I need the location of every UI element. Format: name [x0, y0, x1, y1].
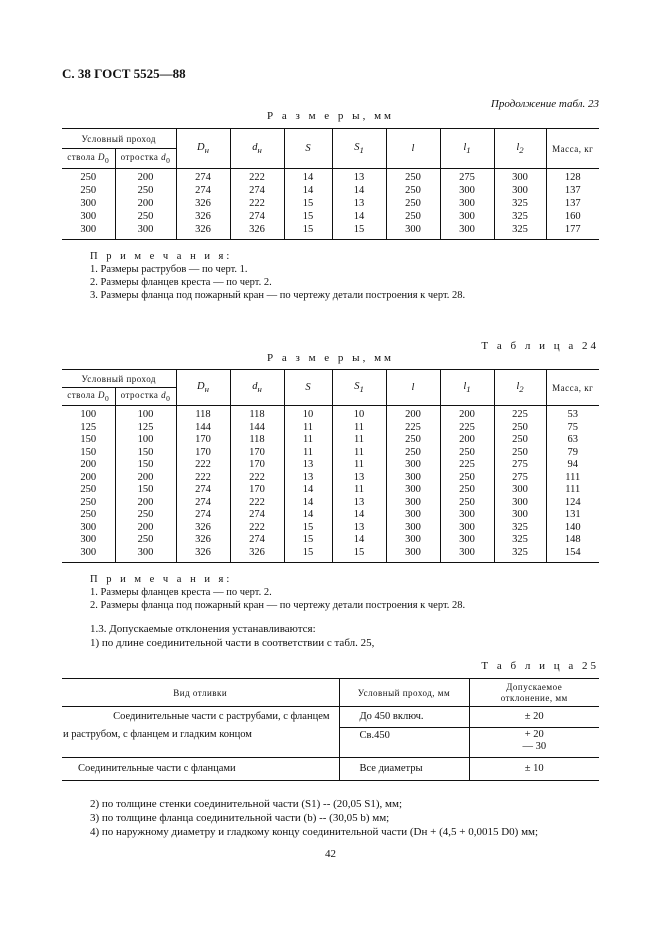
table-cell: 53: [567, 409, 578, 420]
table-cell: 200: [62, 472, 115, 485]
table-cell: 325: [494, 198, 546, 211]
table-cell: 14: [284, 509, 332, 522]
table-cell: 222: [230, 169, 284, 185]
col-mass: Масса, кг: [546, 370, 599, 406]
table-cell: 274: [230, 509, 284, 522]
table-cell: 250: [386, 211, 440, 224]
table-cell: 275: [494, 459, 546, 472]
table-cell: 250: [494, 422, 546, 435]
table-cell: 154: [546, 547, 599, 563]
paragraph-1-3: 1.3. Допускаемые отклонения устанавливаются:: [90, 623, 316, 635]
table-cell: 100: [115, 434, 176, 447]
table-cell: 325: [494, 522, 546, 535]
table-row: [62, 497, 599, 510]
table-cell: 11: [332, 434, 386, 447]
t25-header-tolerance-line1: Допускаемое: [506, 681, 563, 692]
table-cell: 225: [440, 422, 494, 435]
col-group-header: Условный проход: [62, 370, 176, 388]
col-dn: $d_н$: [230, 370, 284, 406]
col-S1: $S_1$: [332, 129, 386, 169]
table-cell: 200: [386, 406, 440, 422]
table-cell: 300: [386, 509, 440, 522]
table-cell: 11: [332, 422, 386, 435]
table-cell: 274: [176, 497, 230, 510]
table-cell: 300: [494, 185, 546, 198]
t25-row1-type-line2: и раструбом, с фланцем и гладким концом: [63, 729, 252, 740]
t25-row3-type: Соединительные части с фланцами: [62, 758, 339, 781]
table-cell: 148: [564, 534, 581, 545]
table-cell: 10: [332, 406, 386, 422]
table-cell: 300: [62, 211, 115, 224]
notes-2-item: 1. Размеры фланцев креста — по черт. 2.: [90, 587, 272, 598]
table-cell: 250: [440, 497, 494, 510]
table-cell: 250: [62, 484, 115, 497]
table-cell: 275: [440, 169, 494, 185]
table-cell: 13: [332, 198, 386, 211]
table-row: [62, 509, 599, 522]
table25-title: Т а б л и ц а 25: [481, 660, 599, 672]
table-cell: 13: [332, 472, 386, 485]
table-cell: 326: [176, 534, 230, 547]
table-cell: 75: [567, 421, 578, 433]
table-cell: 275: [494, 472, 546, 485]
table-cell: 150: [115, 447, 176, 460]
table-cell: 11: [284, 422, 332, 435]
table-23: [62, 128, 599, 240]
table-cell: 300: [494, 484, 546, 497]
table-cell: 250: [386, 434, 440, 447]
col-D0: ствола $D_0$: [62, 149, 115, 169]
table-cell: 13: [284, 472, 332, 485]
table-cell: 300: [386, 497, 440, 510]
table-cell: 300: [494, 169, 546, 185]
table-cell: 63: [567, 434, 578, 445]
table-cell: 300: [440, 224, 494, 240]
table-cell: 14: [284, 484, 332, 497]
table-cell: 170: [176, 434, 230, 447]
table-cell: 250: [440, 472, 494, 485]
col-d0: отростка $d_0$: [115, 149, 176, 169]
table-cell: 274: [230, 534, 284, 547]
table-cell: 250: [62, 185, 115, 198]
table-cell: 15: [284, 198, 332, 211]
table-row: [62, 447, 599, 460]
table-cell: 13: [332, 522, 386, 535]
table-cell: 300: [62, 198, 115, 211]
table-row: [62, 198, 599, 211]
table-23-body: [62, 169, 599, 240]
col-S: S: [284, 129, 332, 169]
table-cell: 125: [62, 422, 115, 435]
table-cell: 250: [115, 534, 176, 547]
table-cell: 177: [546, 224, 599, 240]
table-row: [62, 224, 599, 240]
table-24-body: [62, 406, 599, 563]
table-cell: 15: [284, 211, 332, 224]
table-cell: 222: [230, 522, 284, 535]
table-cell: 300: [440, 185, 494, 198]
table-cell: 250: [386, 198, 440, 211]
table-cell: 131: [564, 509, 581, 520]
notes-1: [90, 250, 465, 302]
table-cell: 225: [440, 459, 494, 472]
table-cell: 250: [62, 509, 115, 522]
page-number: 42: [325, 848, 336, 860]
table-cell: 300: [440, 198, 494, 211]
table-cell: 326: [176, 547, 230, 563]
t25-header-tolerance-line2: отклонение, мм: [500, 692, 568, 703]
table-cell: 11: [284, 447, 332, 460]
table-cell: 160: [564, 210, 581, 222]
paragraph-item-1: 1) по длине соединительной части в соответствии с табл. 25,: [90, 637, 375, 649]
table-cell: 300: [115, 547, 176, 563]
table-cell: 300: [440, 522, 494, 535]
table-cell: 274: [176, 509, 230, 522]
table-cell: 79: [567, 446, 578, 458]
table-cell: 144: [176, 422, 230, 435]
notes-1-item: 1. Размеры раструбов — по черт. 1.: [90, 264, 248, 275]
table-cell: 274: [176, 185, 230, 198]
table-cell: 300: [440, 509, 494, 522]
table-cell: 14: [332, 185, 386, 198]
table-row: [62, 547, 599, 563]
t25-row1-type-line1: Соединительные части с раструбами, с фланцем: [113, 711, 330, 722]
table-row: [62, 211, 599, 224]
table-cell: 325: [494, 547, 546, 563]
table-row: [62, 185, 599, 198]
table-cell: 100: [62, 406, 115, 422]
table-cell: 170: [230, 484, 284, 497]
table-cell: 118: [230, 406, 284, 422]
col-l1: $l_1$: [440, 129, 494, 169]
t25-header-passage: Условный проход, мм: [339, 679, 469, 707]
table-cell: 250: [386, 185, 440, 198]
table-cell: 11: [284, 434, 332, 447]
col-Dn: $D_н$: [176, 370, 230, 406]
table-cell: 326: [176, 198, 230, 211]
col-dn: $d_н$: [230, 129, 284, 169]
table-cell: 111: [565, 471, 581, 483]
col-mass: Масса, кг: [546, 129, 599, 169]
table-cell: 225: [386, 422, 440, 435]
table-cell: 250: [115, 185, 176, 198]
col-l: l: [386, 370, 440, 406]
table23-caption: Р а з м е р ы, мм: [266, 110, 394, 122]
t25-header-tolerance: [469, 679, 599, 707]
col-D0: ствола $D_0$: [62, 388, 115, 406]
table-cell: 326: [230, 224, 284, 240]
table-cell: 200: [62, 459, 115, 472]
table-cell: 15: [332, 547, 386, 563]
table-cell: 250: [494, 447, 546, 460]
t25-row2-tolerance: [469, 728, 599, 758]
table24-caption: Р а з м е р ы, мм: [266, 352, 394, 364]
table-cell: 300: [62, 534, 115, 547]
table-cell: 250: [386, 169, 440, 185]
t25-row1-tolerance: ± 20: [469, 707, 599, 728]
col-S: S: [284, 370, 332, 406]
table-cell: 300: [62, 547, 115, 563]
table-cell: 274: [176, 169, 230, 185]
col-S1: $S_1$: [332, 370, 386, 406]
table-cell: 11: [332, 459, 386, 472]
paragraph-item-4: 4) по наружному диаметру и гладкому концу соединительной части (Dн + (4,5 + 0,0015 D0) мм;: [90, 826, 539, 838]
table-cell: 200: [115, 472, 176, 485]
table-cell: 111: [565, 484, 581, 495]
col-group-header: Условный проход: [62, 129, 176, 149]
table-cell: 325: [494, 224, 546, 240]
t25-row3-passage: Все диаметры: [339, 758, 469, 781]
t25-row2-passage: Св.450: [339, 728, 469, 758]
table-cell: 300: [386, 522, 440, 535]
table-cell: 222: [176, 459, 230, 472]
table-cell: 200: [115, 522, 176, 535]
notes-1-item: 3. Размеры фланца под пожарный кран — по чертежу детали построения к черт. 28.: [90, 290, 466, 301]
table-cell: 150: [62, 447, 115, 460]
table-25: [62, 678, 599, 781]
table-cell: 10: [284, 406, 332, 422]
table-row: [62, 472, 599, 485]
table-row: [62, 434, 599, 447]
table-cell: 11: [332, 484, 386, 497]
table-cell: 250: [440, 484, 494, 497]
table-row: [62, 459, 599, 472]
table-cell: 150: [62, 434, 115, 447]
table-cell: 300: [386, 459, 440, 472]
t25-row1-type: [62, 707, 339, 758]
t25-header-type: Вид отливки: [62, 679, 339, 707]
table-row: [62, 522, 599, 535]
table-cell: 14: [284, 185, 332, 198]
table-cell: 222: [230, 497, 284, 510]
table-cell: 250: [494, 434, 546, 447]
table-cell: 225: [494, 406, 546, 422]
t25-row2-tolerance-minus: — 30: [522, 741, 547, 752]
notes-1-item: 2. Размеры фланцев креста — по черт. 2.: [90, 277, 272, 288]
table-cell: 14: [332, 509, 386, 522]
table-cell: 137: [564, 197, 581, 209]
table-cell: 274: [230, 211, 284, 224]
t25-row2-tolerance-plus: + 20: [524, 729, 544, 740]
table-cell: 200: [440, 434, 494, 447]
table-cell: 15: [332, 224, 386, 240]
table-cell: 14: [332, 211, 386, 224]
table-cell: 300: [494, 497, 546, 510]
table-cell: 140: [564, 521, 581, 533]
table-cell: 222: [230, 198, 284, 211]
table-cell: 250: [440, 447, 494, 460]
table-cell: 14: [284, 169, 332, 185]
notes-2-title: П р и м е ч а н и я:: [90, 574, 233, 585]
table-cell: 128: [564, 172, 581, 183]
notes-1-title: П р и м е ч а н и я:: [90, 251, 233, 262]
table-cell: 118: [176, 406, 230, 422]
table-cell: 325: [494, 211, 546, 224]
table-cell: 137: [564, 184, 581, 196]
table-cell: 13: [284, 459, 332, 472]
table-cell: 222: [176, 472, 230, 485]
table-cell: 250: [386, 447, 440, 460]
table-cell: 15: [284, 224, 332, 240]
table-cell: 250: [115, 509, 176, 522]
table-cell: 300: [62, 224, 115, 240]
table-cell: 150: [115, 484, 176, 497]
table-cell: 222: [230, 472, 284, 485]
table-cell: 250: [62, 169, 115, 185]
table-continuation-label: Продолжение табл. 23: [490, 98, 599, 110]
table-cell: 326: [176, 522, 230, 535]
table-cell: 100: [115, 406, 176, 422]
table-row: [62, 169, 599, 185]
table-cell: 300: [494, 509, 546, 522]
table-cell: 15: [284, 522, 332, 535]
col-d0: отростка $d_0$: [115, 388, 176, 406]
table-cell: 11: [332, 447, 386, 460]
table-cell: 326: [230, 547, 284, 563]
notes-2: [90, 573, 465, 612]
table-cell: 15: [284, 547, 332, 563]
table-cell: 200: [115, 198, 176, 211]
table-cell: 300: [115, 224, 176, 240]
table-row: [62, 484, 599, 497]
table-cell: 326: [176, 211, 230, 224]
table-cell: 14: [332, 534, 386, 547]
table-cell: 124: [564, 496, 581, 508]
table-cell: 118: [230, 434, 284, 447]
table-cell: 13: [332, 169, 386, 185]
table-24: [62, 369, 599, 563]
table-cell: 14: [284, 497, 332, 510]
table-cell: 170: [230, 447, 284, 460]
table-row: [62, 422, 599, 435]
table-cell: 250: [62, 497, 115, 510]
table-cell: 300: [386, 484, 440, 497]
table-cell: 300: [386, 534, 440, 547]
table-row: [62, 406, 599, 422]
table-cell: 300: [440, 547, 494, 563]
table-cell: 94: [567, 459, 578, 470]
page-header: С. 38 ГОСТ 5525—88: [62, 66, 186, 81]
table24-title: Т а б л и ц а 24: [481, 340, 599, 352]
table-cell: 300: [386, 472, 440, 485]
col-l2: $l_2$: [494, 370, 546, 406]
table-cell: 300: [386, 547, 440, 563]
table-cell: 300: [440, 211, 494, 224]
t25-row3-tolerance: ± 10: [469, 758, 599, 781]
col-l2: $l_2$: [494, 129, 546, 169]
table-cell: 274: [176, 484, 230, 497]
table-cell: 326: [176, 224, 230, 240]
t25-row1-passage: До 450 включ.: [339, 707, 469, 728]
col-Dn: $D_н$: [176, 129, 230, 169]
table-cell: 325: [494, 534, 546, 547]
paragraph-item-3: 3) по толщине фланца соединительной части (b) -- (30,05 b) мм;: [90, 812, 390, 824]
table-cell: 300: [386, 224, 440, 240]
col-l: l: [386, 129, 440, 169]
table-cell: 200: [115, 497, 176, 510]
table-cell: 250: [115, 211, 176, 224]
table-cell: 150: [115, 459, 176, 472]
table-cell: 15: [284, 534, 332, 547]
table-cell: 300: [440, 534, 494, 547]
paragraph-item-2: 2) по толщине стенки соединительной части (S1) -- (20,05 S1), мм;: [90, 798, 403, 810]
table-cell: 274: [230, 185, 284, 198]
notes-2-item: 2. Размеры фланца под пожарный кран — по чертежу детали построения к черт. 28.: [90, 600, 466, 611]
table-cell: 13: [332, 497, 386, 510]
table-row: [62, 534, 599, 547]
table-cell: 170: [230, 459, 284, 472]
table-cell: 170: [176, 447, 230, 460]
table-cell: 144: [230, 422, 284, 435]
col-l1: $l_1$: [440, 370, 494, 406]
table-cell: 300: [62, 522, 115, 535]
table-cell: 125: [115, 422, 176, 435]
table-cell: 200: [115, 169, 176, 185]
table-cell: 200: [440, 406, 494, 422]
